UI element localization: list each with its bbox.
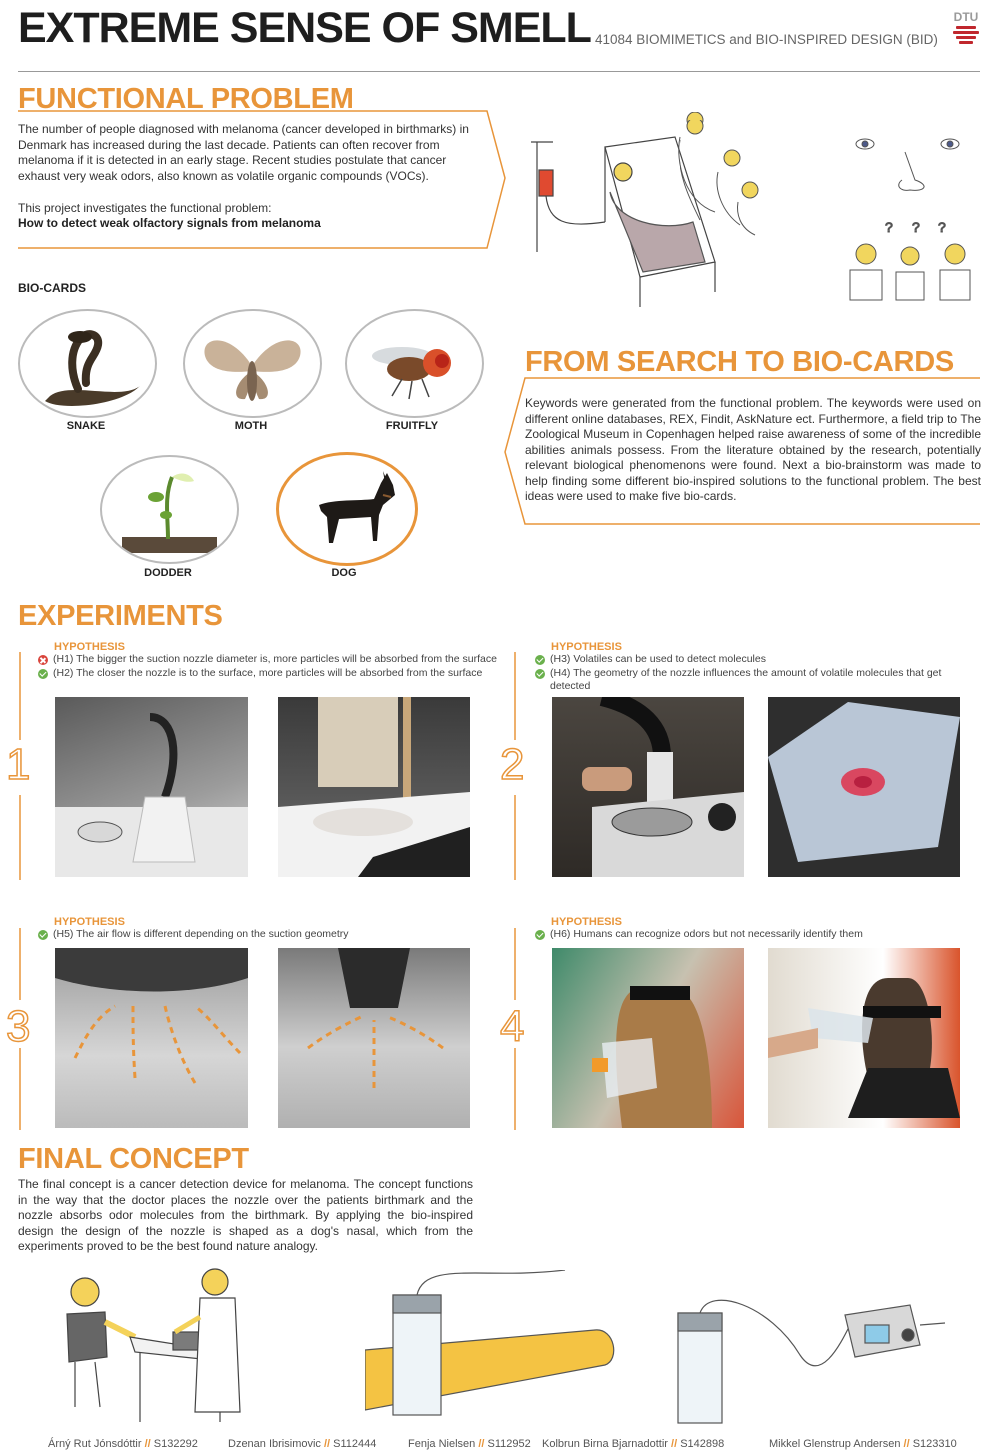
bio-card-fruitfly [345,309,484,418]
experiment-4-hypothesis [535,916,980,942]
bio-card-snake [18,309,157,418]
bio-card-label: FRUITFLY [385,420,439,432]
confirmed-icon [38,930,48,940]
hypothesis-line: (H1) The bigger the suction nozzle diameter is, more particles will be absorbed from the surface [38,653,508,667]
functional-problem-title: FUNCTIONAL PROBLEM [18,83,354,115]
experiment-number: 2 [500,740,525,789]
confirmed-icon [535,669,545,679]
credit-2: Dzenan Ibrisimovic // S112444 [228,1438,377,1450]
bio-card-label: SNAKE [66,420,106,432]
confirmed-icon [535,655,545,665]
course-subtitle: 41084 BIOMIMETICS and BIO-INSPIRED DESIGN (BID) [595,32,938,47]
logo-text: DTU [953,10,979,24]
moth-icon [185,311,320,416]
svg-text:?: ? [912,219,920,235]
hypothesis-line: (H3) Volatiles can be used to detect molecules [535,653,980,667]
experiment-number: 3 [6,1002,31,1051]
bio-card-label: DODDER [144,567,192,579]
svg-text:?: ? [885,219,893,235]
dog-icon [279,455,415,563]
search-text: Keywords were generated from the functional problem. The keywords were used on different online databases, REX, Findit, AskNature ect. Furthermore, a field trip to The Zoological Museum in Copenhagen helped raise awareness of some of the incredible abilities animals possess. From the literature obtained by the research, potentially relevant biological phenomenons were found. Next a bio-brainstorm was made to help finding some different bio-inspired solutions to the functional problem. The best ideas were used to make five bio-cards. [525,396,981,503]
svg-text:?: ? [938,219,946,235]
hypothesis-line: (H5) The air flow is different depending on the suction geometry [38,928,508,942]
bio-card-label: MOTH [234,420,268,432]
hypothesis-line: (H6) Humans can recognize odors but not necessarily identify them [535,928,980,942]
arm-nozzle-sketch [365,1270,625,1425]
hypothesis-title: HYPOTHESIS [551,916,622,928]
credit-1: Árný Rut Jónsdóttir // S132292 [48,1438,198,1450]
bio-card-label: DOG [331,567,357,579]
bio-card-moth [183,309,322,418]
bio-card-dog [276,452,418,566]
credit-4: Kolbrun Birna Bjarnadottir // S142898 [542,1438,725,1450]
experiment-4-photo-a [552,948,744,1128]
experiment-1-hypothesis [38,641,508,680]
final-concept-text: The final concept is a cancer detection device for melanoma. The concept functions in the way that the doctor places the nozzle over the patients birthmark and the nozzle absorbs odor molecules from the birthmark. By applying the bio-inspired design the design of the nozzle is shaped as a dog's nasal, which from the experiments proved to be the best found nature analogy. [18,1177,473,1253]
experiment-2-photo-a [552,697,744,877]
hypothesis-title: HYPOTHESIS [551,641,622,653]
bio-cards-title: BIO-CARDS [18,281,86,295]
experiments-title: EXPERIMENTS [18,600,223,632]
snake-icon [20,311,155,416]
hypothesis-line: (H2) The closer the nozzle is to the surface, more particles will be absorbed from the surface [38,667,508,681]
experiment-4-photo-b [768,948,960,1128]
fruitfly-icon [347,311,482,416]
experiment-3-hypothesis [38,916,508,942]
hypothesis-title: HYPOTHESIS [54,916,125,928]
bio-card-dodder [100,455,239,564]
hypothesis-line: (H4) The geometry of the nozzle influences the amount of volatile molecules that get detected [535,667,980,694]
rejected-icon [38,655,48,665]
family-sketch [680,120,790,240]
experiment-2-photo-b [768,697,960,877]
search-title: FROM SEARCH TO BIO-CARDS [525,346,954,378]
experiment-3-photo-a [55,948,248,1128]
final-concept-title: FINAL CONCEPT [18,1143,249,1175]
confirmed-icon [38,669,48,679]
hypothesis-title: HYPOTHESIS [54,641,125,653]
functional-problem-text: The number of people diagnosed with melanoma (cancer developed in birthmarks) in Denmark has increased during the last decade. Patients can often recover from melanoma if it is detected in an early stage. Recent studies postulate that cancer exhaust very weak odors, also known as volatile organic compounds (VOCs). [18,122,469,183]
dodder-icon [102,457,237,562]
experiment-1-photo-b [278,697,470,877]
device-sketch [670,1285,950,1435]
experiment-1-photo-a [55,697,248,877]
experiment-2-hypothesis [535,641,980,694]
functional-problem-statement: How to detect weak olfactory signals from melanoma [18,216,321,230]
nose-sketch [840,130,980,305]
experiment-number: 1 [6,740,31,789]
doctor-patient-sketch [45,1262,295,1432]
experiment-number: 4 [500,1002,525,1051]
confirmed-icon [535,930,545,940]
experiment-3-photo-b [278,948,470,1128]
credit-5: Mikkel Glenstrup Andersen // S123310 [769,1438,957,1450]
poster-title: EXTREME SENSE OF SMELL [18,4,591,52]
functional-problem-intro: This project investigates the functional problem: [18,201,272,215]
credit-3: Fenja Nielsen // S112952 [408,1438,531,1450]
